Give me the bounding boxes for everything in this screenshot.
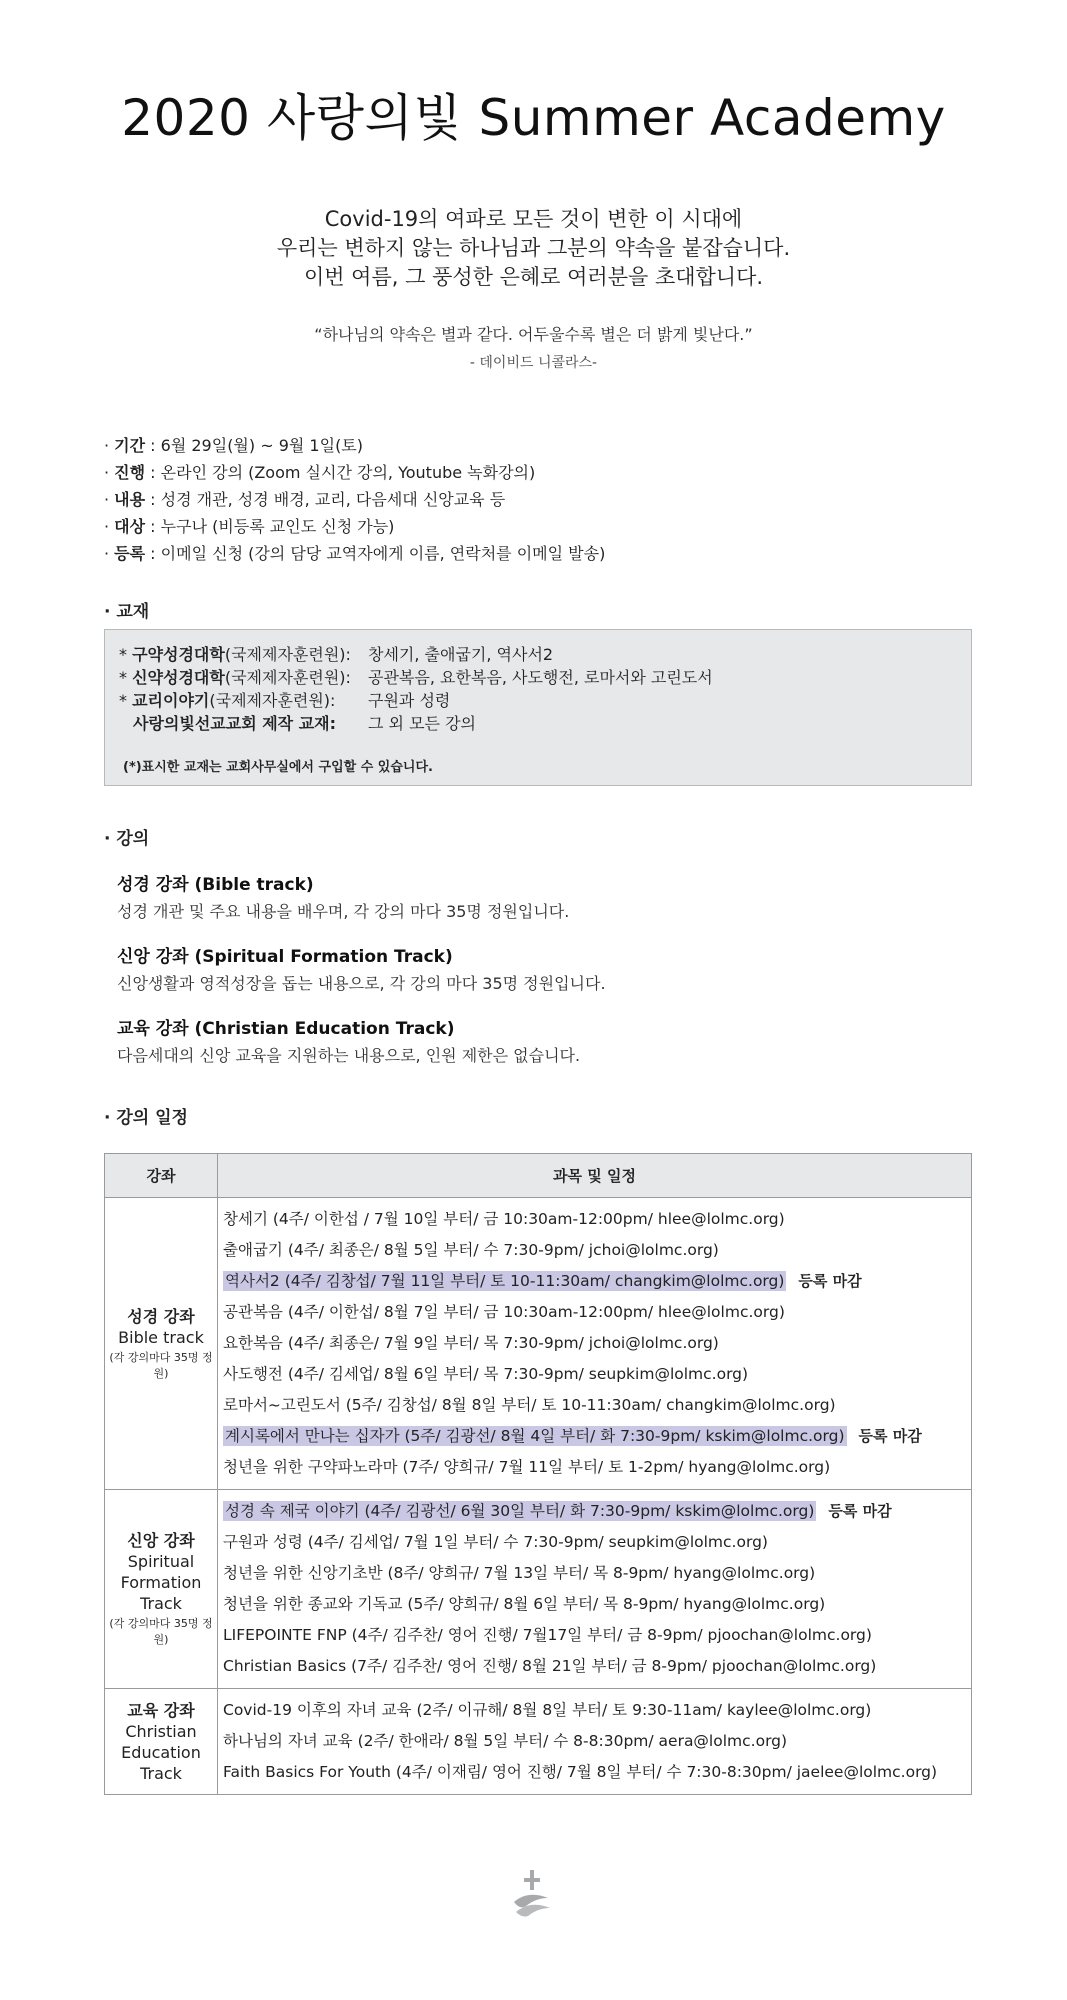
course-item-text: 계시록에서 만나는 십자가 (5주/ 김광선/ 8월 4일 부터/ 화 7:30-9pm/ kskim@lolmc.org) [225, 1427, 845, 1445]
course-item-text: Covid-19 이후의 자녀 교육 (2주/ 이규해/ 8월 8일 부터/ 토 9:30-11am/ kaylee@lolmc.org) [223, 1701, 872, 1719]
schedule-header-row [105, 1154, 972, 1198]
track-name: 성경 강좌 [127, 1306, 195, 1326]
course-list-cell [218, 1689, 972, 1795]
course-item-text: Christian Basics (7주/ 김주찬/ 영어 진행/ 8월 21일 부터/ 금 8-9pm/ pjoochan@lolmc.org) [223, 1657, 877, 1675]
track-cell [105, 1198, 218, 1490]
info-label: 내용 [114, 490, 146, 509]
textbook-name: 교리이야기 [132, 691, 210, 710]
info-separator: : [145, 490, 161, 509]
course-item-text: 청년을 위한 신앙기초반 (8주/ 양희규/ 7월 13일 부터/ 목 8-9pm/ hyang@lolmc.org) [223, 1564, 816, 1582]
schedule-heading: · 강의 일정 [104, 1108, 188, 1128]
course-item-text: 공관복음 (4주/ 이한섭/ 8월 7일 부터/ 금 10:30am-12:00pm/ hlee@lolmc.org) [223, 1303, 785, 1321]
intro-line: 이번 여름, 그 풍성한 은혜로 여러분을 초대합니다. [303, 265, 764, 289]
header-subjects: 과목 및 일정 [218, 1154, 972, 1198]
intro-text [0, 205, 1067, 292]
course-item [223, 1452, 971, 1483]
quote: “하나님의 약속은 별과 같다. 어두울수록 별은 더 밝게 빛난다.” [314, 325, 753, 344]
course-item [223, 1266, 971, 1297]
textbook-name: 구약성경대학 [132, 645, 225, 664]
course-name: 성경 강좌 (Bible track) [117, 875, 314, 895]
track-note: (각 강의마다 35명 정원) [109, 1350, 213, 1380]
info-value: 6월 29일(월) ~ 9월 1일(토) [160, 436, 364, 455]
textbook-note: (*)표시한 교재는 교회사무실에서 구입할 수 있습니다. [123, 760, 433, 775]
textbook-prefix: * [119, 691, 133, 710]
info-label: 대상 [114, 517, 146, 536]
course-item [223, 1558, 971, 1589]
info-bullet: · [104, 463, 115, 482]
course-item-text: 성경 속 제국 이야기 (4주/ 김광선/ 6월 30일 부터/ 화 7:30-9pm/ kskim@lolmc.org) [225, 1502, 815, 1520]
lectures-heading: · 강의 [104, 829, 150, 849]
info-separator: : [145, 517, 161, 536]
info-separator: : [145, 436, 161, 455]
track-name: 교육 강좌 [127, 1700, 195, 1720]
course-item-text: 역사서2 (4주/ 김창섭/ 7월 11일 부터/ 토 10-11:30am/ changkim@lolmc.org) [225, 1272, 785, 1290]
course-item-text: 하나님의 자녀 교육 (2주/ 한애라/ 8월 5일 부터/ 수 8-8:30pm/ aera@lolmc.org) [223, 1732, 788, 1750]
track-english-name: Spiritual Formation Track [120, 1552, 202, 1613]
track-name: 신앙 강좌 [127, 1531, 195, 1550]
info-row-audience [104, 513, 605, 540]
textbook-row [133, 711, 336, 734]
textbook-row [119, 665, 351, 688]
course-item-text: 사도행전 (4주/ 김세업/ 8월 6일 부터/ 목 7:30-9pm/ seupkim@lolmc.org) [223, 1365, 749, 1383]
textbook-publisher: (국제제자훈련원): [209, 691, 336, 710]
registration-closed-badge: 등록 마감 [858, 1427, 922, 1445]
info-value: 성경 개관, 성경 배경, 교리, 다음세대 신앙교육 등 [160, 490, 506, 509]
page-title: 2020 사랑의빛 Summer Academy [121, 89, 946, 147]
course-item [223, 1421, 971, 1452]
info-bullet: · [104, 544, 115, 563]
textbook-prefix: * [119, 668, 133, 687]
textbook-name: 신약성경대학 [132, 668, 225, 687]
course-item-text: 로마서~고린도서 (5주/ 김창섭/ 8월 8일 부터/ 토 10-11:30am/ changkim@lolmc.org) [223, 1396, 836, 1414]
schedule-track-row [105, 1198, 972, 1490]
course-item [223, 1527, 971, 1558]
course-item [223, 1204, 971, 1235]
track-english-name: Bible track [118, 1327, 204, 1347]
course-item-text: 청년을 위한 종교와 기독교 (5주/ 양희규/ 8월 6일 부터/ 목 8-9pm/ hyang@lolmc.org) [223, 1595, 826, 1613]
quote-author: - 데이비드 니콜라스- [469, 355, 598, 371]
info-row-content [104, 486, 605, 513]
info-list [104, 432, 605, 567]
textbook-publisher: (국제제자훈련원): [224, 668, 351, 687]
course-desc: 다음세대의 신앙 교육을 지원하는 내용으로, 인원 제한은 없습니다. [117, 1046, 581, 1065]
info-separator: : [145, 463, 161, 482]
course-name: 교육 강좌 (Christian Education Track) [117, 1019, 455, 1039]
course-name: 신앙 강좌 (Spiritual Formation Track) [117, 947, 453, 967]
course-bible [117, 870, 569, 922]
course-item-text: 출애굽기 (4주/ 최종은/ 8월 5일 부터/ 수 7:30-9pm/ jchoi@lolmc.org) [223, 1241, 719, 1259]
course-item-text: 청년을 위한 구약파노라마 (7주/ 양희규/ 7월 11일 부터/ 토 1-2pm/ hyang@lolmc.org) [223, 1458, 831, 1476]
textbook-content: 구원과 성령 [368, 691, 451, 710]
info-separator: : [145, 544, 161, 563]
course-item [223, 1620, 971, 1651]
course-item-text: LIFEPOINTE FNP (4주/ 김주찬/ 영어 진행/ 7월17일 부터/ 금 8-9pm/ pjoochan@lolmc.org) [223, 1626, 872, 1644]
textbook-row [119, 688, 335, 711]
info-row-format [104, 459, 605, 486]
info-value: 온라인 강의 (Zoom 실시간 강의, Youtube 녹화강의) [160, 463, 536, 482]
course-item [223, 1359, 971, 1390]
course-list-cell [218, 1198, 972, 1490]
church-cross-icon [508, 1868, 554, 1918]
course-item [223, 1390, 971, 1421]
textbook-heading: · 교재 [104, 602, 150, 622]
registration-closed-badge: 등록 마감 [798, 1272, 862, 1290]
track-cell [105, 1490, 218, 1689]
registration-closed-badge: 등록 마감 [828, 1502, 892, 1520]
track-cell [105, 1689, 218, 1795]
course-spiritual [117, 942, 606, 994]
textbook-row [119, 642, 351, 665]
course-item [223, 1695, 971, 1726]
course-education [117, 1014, 580, 1066]
info-label: 진행 [114, 463, 146, 482]
info-label: 등록 [114, 544, 146, 563]
course-item [223, 1757, 971, 1788]
course-item-text: 요한복음 (4주/ 최종은/ 7월 9일 부터/ 목 7:30-9pm/ jchoi@lolmc.org) [223, 1334, 719, 1352]
info-value: 누구나 (비등록 교인도 신청 가능) [160, 517, 395, 536]
schedule-table [104, 1153, 972, 1795]
textbook-publisher: (국제제자훈련원): [224, 645, 351, 664]
course-item [223, 1496, 971, 1527]
course-item [223, 1589, 971, 1620]
course-item [223, 1726, 971, 1757]
textbook-content: 그 외 모든 강의 [368, 714, 476, 733]
header-track: 강좌 [105, 1154, 218, 1198]
info-row-registration [104, 540, 605, 567]
info-bullet: · [104, 436, 115, 455]
course-item [223, 1297, 971, 1328]
course-item [223, 1651, 971, 1682]
course-item [223, 1328, 971, 1359]
info-value: 이메일 신청 (강의 담당 교역자에게 이름, 연락처를 이메일 발송) [160, 544, 606, 563]
track-note: (각 강의마다 35명 정원) [109, 1617, 213, 1646]
textbook-name: 사랑의빛선교교회 제작 교재: [133, 714, 337, 733]
course-desc: 성경 개관 및 주요 내용을 배우며, 각 강의 마다 35명 정원입니다. [117, 902, 570, 921]
course-list-cell [218, 1490, 972, 1689]
course-item-text: 창세기 (4주/ 이한섭 / 7월 10일 부터/ 금 10:30am-12:00pm/ hlee@lolmc.org) [223, 1210, 785, 1228]
course-desc: 신앙생활과 영적성장을 돕는 내용으로, 각 강의 마다 35명 정원입니다. [117, 974, 606, 993]
course-item-text: Faith Basics For Youth (4주/ 이재림/ 영어 진행/ 7월 8일 부터/ 수 7:30-8:30pm/ jaelee@lolmc.org) [223, 1763, 938, 1781]
schedule-track-row [105, 1490, 972, 1689]
info-bullet: · [104, 517, 115, 536]
schedule-body [105, 1198, 972, 1795]
course-item [223, 1235, 971, 1266]
info-row-period [104, 432, 605, 459]
info-bullet: · [104, 490, 115, 509]
textbook-content: 공관복음, 요한복음, 사도행전, 로마서와 고린도서 [368, 668, 713, 687]
intro-line: 우리는 변하지 않는 하나님과 그분의 약속을 붙잡습니다. [276, 236, 791, 260]
textbook-box [104, 629, 972, 786]
textbook-prefix: * [119, 645, 133, 664]
info-label: 기간 [114, 436, 146, 455]
intro-line: Covid-19의 여파로 모든 것이 변한 이 시대에 [324, 207, 743, 231]
track-english-name: Christian Education Track [121, 1721, 201, 1783]
textbook-content: 창세기, 출애굽기, 역사서2 [368, 645, 554, 664]
schedule-track-row [105, 1689, 972, 1795]
course-item-text: 구원과 성령 (4주/ 김세업/ 7월 1일 부터/ 수 7:30-9pm/ seupkim@lolmc.org) [223, 1533, 768, 1551]
